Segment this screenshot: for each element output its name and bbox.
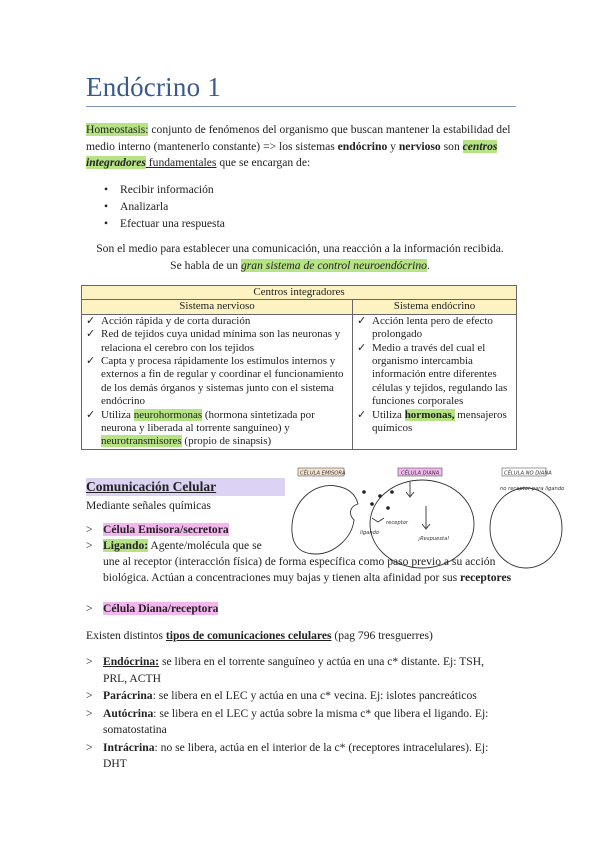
section-subtitle: Mediante señales químicas	[86, 499, 211, 512]
list-item	[86, 215, 506, 232]
page-title: Endócrino 1	[86, 72, 221, 102]
intracrina-term: Intrácrina	[103, 740, 155, 754]
list-item	[85, 328, 349, 355]
homeostasis-text: conjunto de fenómenos del organismo que buscan mantener la estabilidad del medio interno (mantenerlo constante) => los sistemas	[86, 123, 511, 153]
ligando-continuation	[103, 554, 521, 587]
list-item-text: Red de tejidos cuya unidad mínima son las neuronas y relaciona el cerebro con los tejidos	[101, 328, 341, 354]
list-item	[356, 315, 513, 342]
ligand-dot	[386, 506, 390, 510]
autocrina-term: Autócrina	[103, 706, 154, 720]
endocrino-term: endócrino	[337, 139, 388, 153]
tipos-list	[86, 654, 506, 773]
endocrino-cell	[353, 314, 517, 449]
section-title-comunicacion	[86, 478, 285, 496]
check-icon: ✓	[357, 408, 367, 421]
medio-line-1: Son el medio para establecer una comunicación, una reacción a la información recibida.	[96, 242, 504, 255]
bullet-dot-icon: •	[104, 200, 109, 213]
list-item	[86, 538, 286, 554]
no-receptor-label: no receptor para ligando	[500, 486, 565, 492]
check-icon: ✓	[86, 355, 96, 368]
bullet-list	[86, 181, 506, 232]
ligando-label: ligando	[360, 530, 380, 536]
bullet-dot-icon: •	[104, 183, 109, 196]
ligand-dot	[390, 490, 394, 494]
check-icon: ✓	[357, 314, 367, 327]
check-icon: ✓	[86, 314, 96, 327]
arrow-bullet-icon: >	[86, 689, 93, 702]
list-item	[85, 409, 349, 449]
list-item-text: Capta y procesa rápidamente los estímulos internos y externos a fin de regular y coordinar el funcionamiento de los demás órganos y sistemas junto con el sistema endócrino	[101, 355, 344, 408]
list-item	[86, 740, 506, 773]
ligand-dot	[370, 502, 374, 506]
arrow-bullet-icon: >	[86, 655, 93, 668]
ligand-arrow	[406, 482, 414, 497]
nervioso-term: nervioso	[398, 139, 441, 153]
list-item	[86, 522, 286, 538]
list-item	[86, 688, 506, 705]
nervioso-cell	[82, 314, 353, 449]
tipos-c: (pag 796 tresguerres)	[331, 629, 433, 642]
check-icon: ✓	[357, 341, 367, 354]
paracrina-term: Parácrina	[103, 689, 153, 702]
receptor-label: receptor	[386, 520, 409, 526]
col-header-nervioso: Sistema nervioso	[82, 300, 353, 314]
list-item	[86, 181, 506, 198]
ligando-term: Ligando:	[103, 539, 149, 552]
conj-son: son	[440, 139, 463, 153]
emisora-cell-outline	[292, 485, 358, 554]
arrow-bullet-icon: >	[86, 706, 93, 720]
n4-c: (hormona sintetizada por neurona y liberada al torrente sanguíneo) y	[101, 408, 315, 435]
tipos-term: tipos de comunicaciones celulares	[165, 629, 332, 642]
fundamentales-text: fundamentales	[145, 156, 217, 169]
homeostasis-term: Homeostasis:	[86, 123, 149, 136]
list-item	[85, 315, 349, 328]
arrow-bullet-icon: >	[86, 740, 93, 754]
bullet-dot-icon: •	[104, 217, 109, 230]
arrow-bullet-icon: >	[86, 602, 93, 615]
tipos-a: Existen distintos	[86, 629, 166, 642]
endocrina-term: Endócrina:	[103, 655, 160, 668]
list-item-text: Acción lenta pero de efecto prolongado	[372, 314, 493, 341]
label-emisora: CÉLULA EMISORA	[300, 470, 346, 477]
list-item	[86, 601, 386, 617]
e3-c: mensajeros químicos	[372, 408, 507, 435]
ligando-desc: une al receptor (interacción física) de forma específica como paso previo a su acción biológica. Actúan a concentraciones muy bajas y tienen alta afinidad por sus	[103, 555, 496, 585]
centros-integradores-table	[81, 285, 517, 450]
ligando-text: Agente/molécula que se	[148, 539, 262, 552]
label-no-diana: CÉLULA NO DIANA	[504, 470, 552, 477]
table-title: Centros integradores	[82, 286, 517, 300]
list-item	[85, 355, 349, 409]
list-item	[86, 654, 506, 687]
medio-line-2	[80, 258, 520, 275]
e3-a: Utiliza	[372, 408, 405, 421]
emisora-term: Célula Emisora/secretora	[103, 523, 229, 536]
medio-line-2-c: .	[426, 258, 430, 272]
receptor-mark	[372, 518, 384, 522]
homeostasis-paragraph	[86, 122, 518, 172]
neurotransmisores-term: neurotransmisores	[101, 435, 182, 448]
arrow-list-2	[86, 601, 386, 617]
arrow-bullet-icon: >	[86, 523, 93, 536]
list-item-text: Acción rápida y de corta duración	[101, 314, 251, 327]
list-item	[86, 706, 506, 739]
list-item	[86, 198, 506, 215]
list-item-text: Medio a través del cual el organismo intercambia información entre diferentes células y tejidos, regulando las funciones corporales	[372, 341, 508, 408]
neuroendocrino-term: gran sistema de control neuroendócrino	[241, 258, 427, 272]
section-title-text: Comunicación Celular	[86, 479, 217, 494]
homeostasis-tail: que se encargan de:	[216, 156, 311, 169]
title-divider	[86, 106, 516, 107]
conj-y: y	[387, 139, 399, 153]
check-icon: ✓	[86, 408, 96, 421]
neurohormonas-term: neurohormonas	[133, 408, 203, 421]
arrow-bullet-icon: >	[86, 539, 93, 552]
tipos-paragraph	[86, 628, 516, 645]
medio-paragraph	[80, 241, 520, 274]
autocrina-text: : se libera en el LEC y actúa sobre la misma c* que libera el ligando. Ej: somatostatina	[103, 706, 489, 736]
n4-a: Utiliza	[101, 408, 134, 421]
diana-term: Célula Diana/receptora	[103, 602, 219, 615]
arrow-list-1	[86, 522, 286, 554]
paracrina-text: : se libera en el LEC y actúa en una c* vecina. Ej: islotes pancreáticos	[152, 689, 477, 702]
col-header-endocrino: Sistema endócrino	[353, 300, 517, 314]
label-diana: CÉLULA DIANA	[401, 470, 440, 477]
endocrina-text: se libera en el torrente sanguíneo y actúa en una c* distante. Ej: TSH, PRL, ACTH	[103, 655, 484, 685]
list-item-text: Analizarla	[120, 200, 169, 213]
check-icon: ✓	[86, 328, 96, 341]
list-item-text: Efectuar una respuesta	[120, 217, 225, 230]
receptores-term: receptores	[460, 571, 512, 585]
ligand-dot	[378, 494, 382, 498]
respuesta-label: ¡Respuesta!	[418, 536, 450, 542]
response-arrow	[422, 506, 430, 529]
medio-line-2-a: Se habla de un	[170, 258, 241, 272]
intracrina-text: : no se libera, actúa en el interior de la c* (receptores intracelulares). Ej: DHT	[103, 740, 489, 770]
list-item-text: Recibir información	[120, 183, 214, 196]
hormonas-term: hormonas,	[404, 408, 455, 421]
centros-integradores-term: centros integradores	[86, 139, 498, 169]
list-item	[356, 342, 513, 409]
list-item	[356, 409, 513, 436]
n4-e: (propio de sinapsis)	[181, 435, 272, 448]
ligand-dot	[362, 490, 366, 494]
